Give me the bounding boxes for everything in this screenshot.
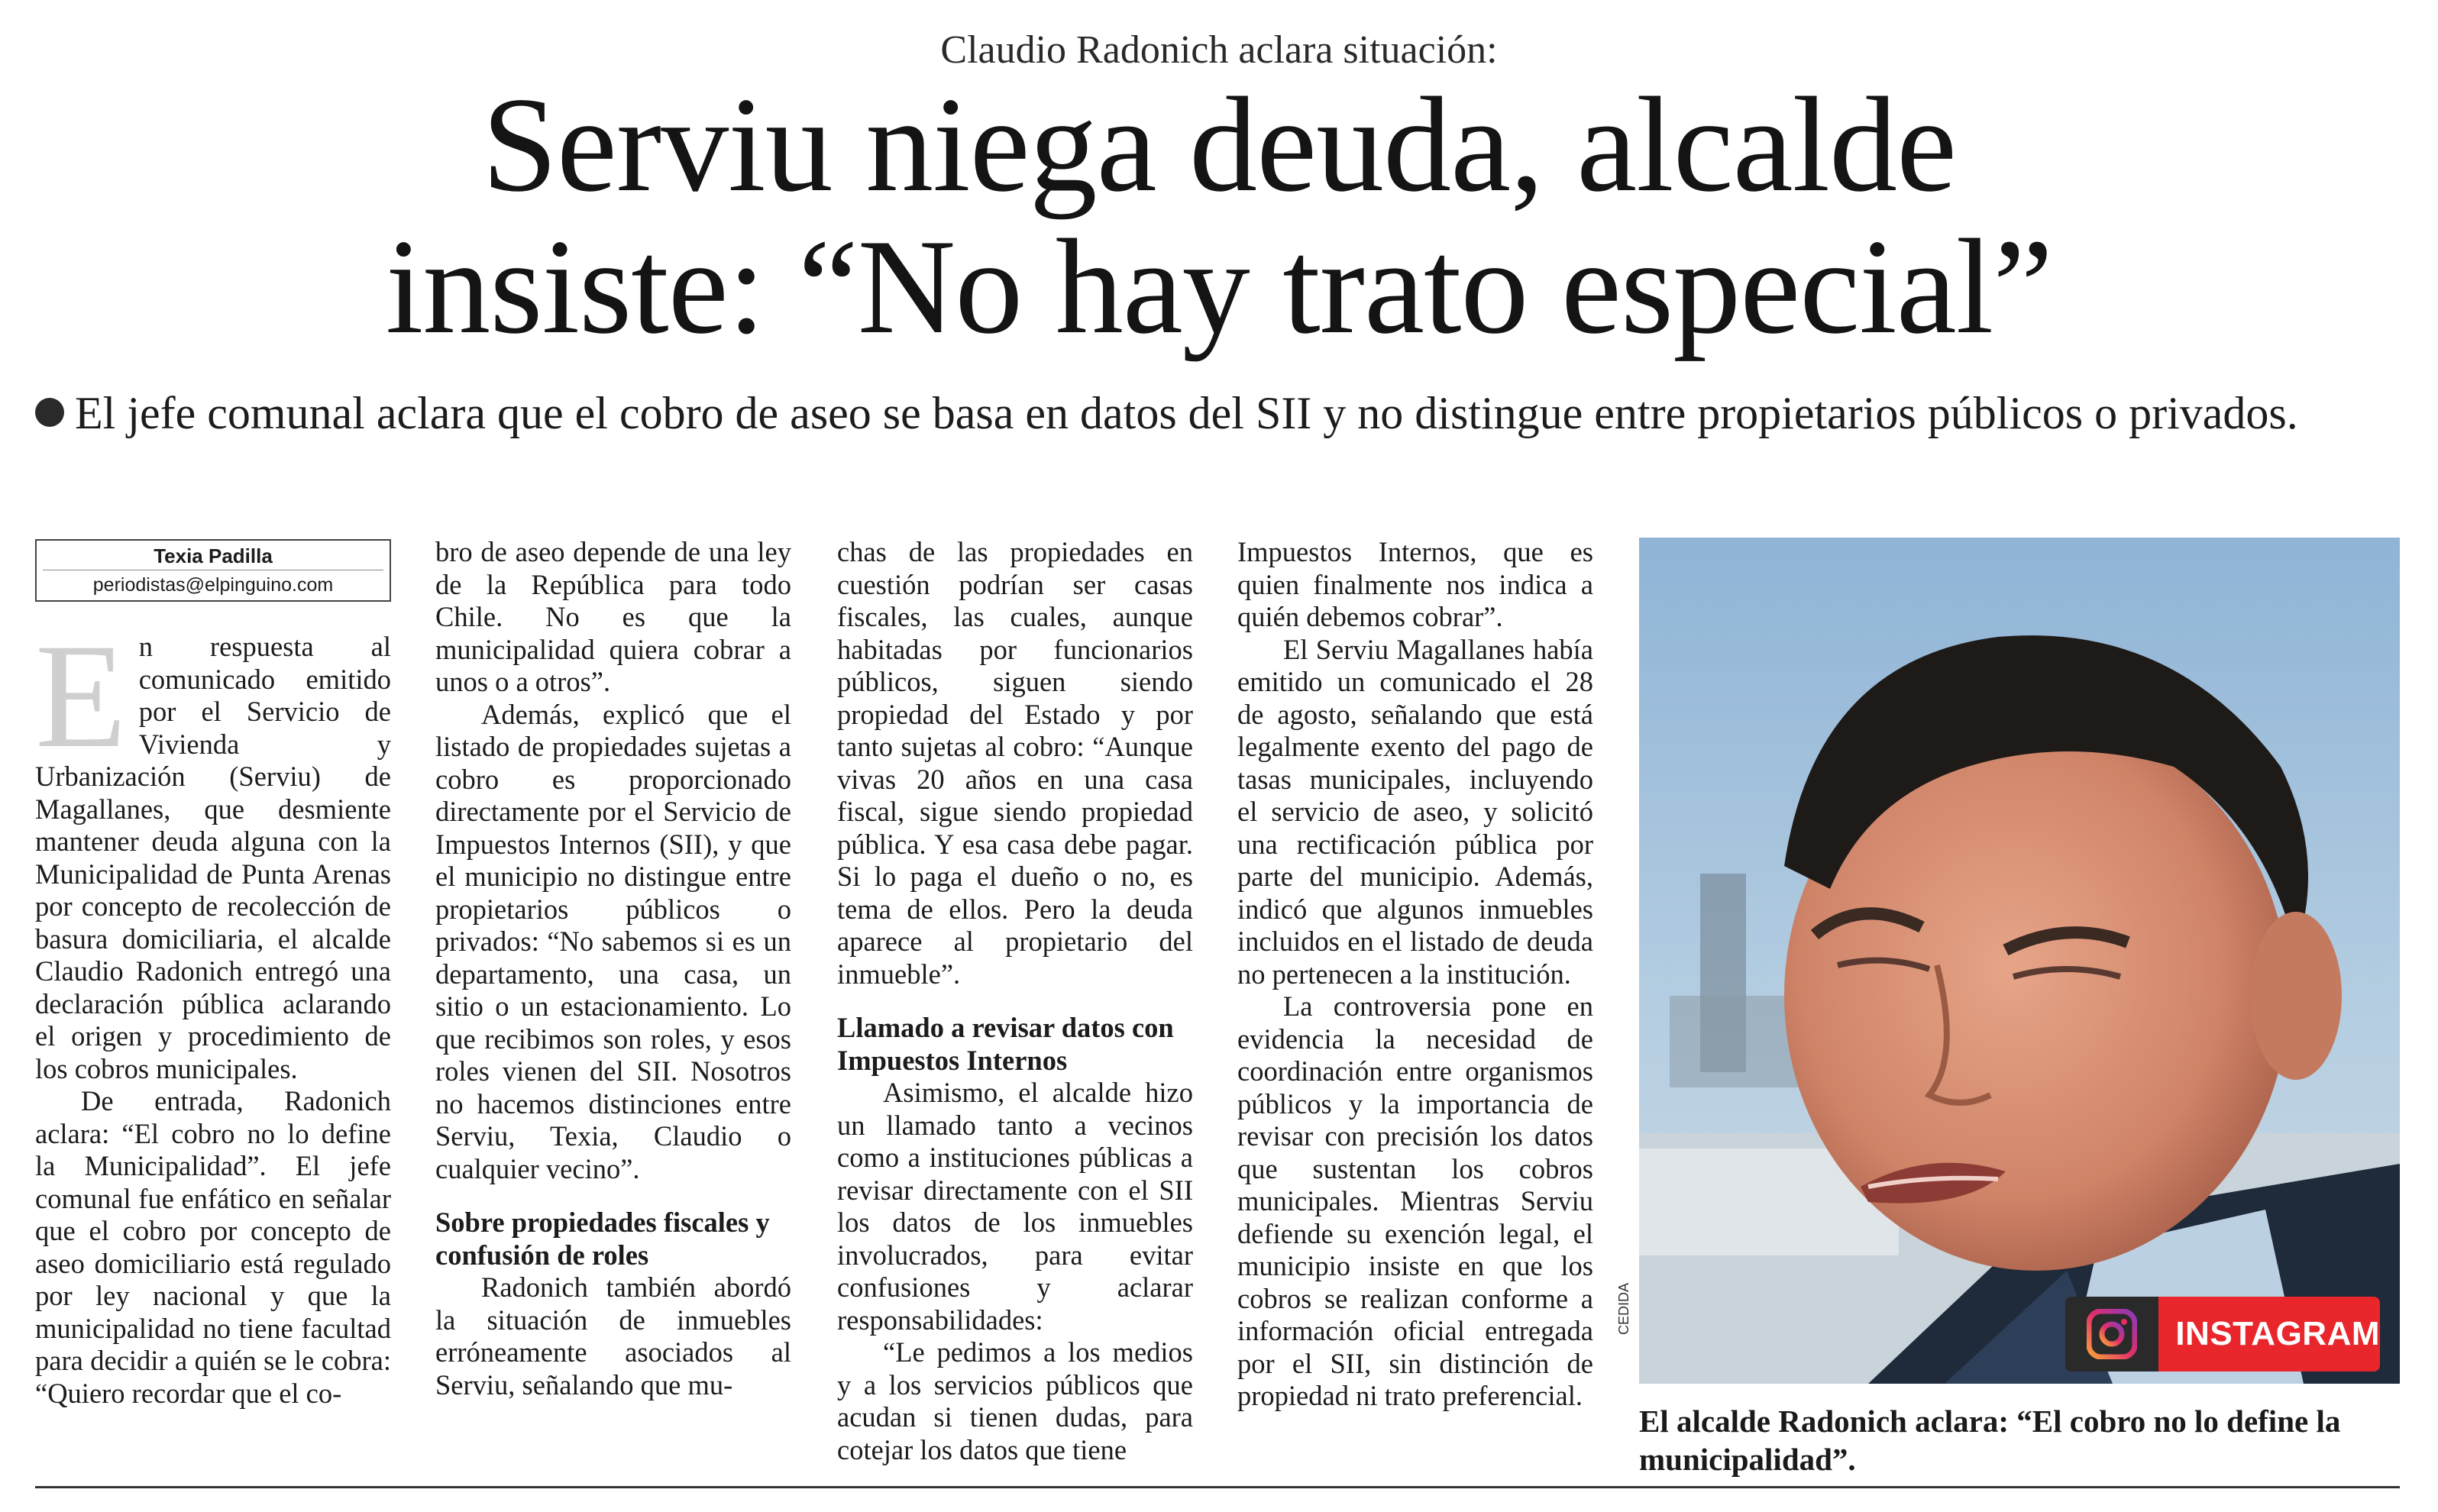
bottom-rule	[35, 1486, 2400, 1488]
paragraph: El Serviu Magallanes había emitido un comunicado el 28 de agosto, señalando que está legalmente exento del pago de tasas municipales, incluyendo el servicio de aseo, y solicitó una rectificación pública por parte del municipio. Además, indicó que algunos inmuebles incluidos en el listado de deuda no pertenecen a la institución.	[1237, 633, 1593, 990]
headline-line-2: insiste: “No hay trato especial”	[385, 211, 2053, 362]
byline-email: periodistas@elpinguino.com	[92, 574, 334, 596]
subheading: Llamado a revisar datos con Impuestos Internos	[837, 1012, 1174, 1076]
instagram-label: INSTAGRAM	[2175, 1315, 2380, 1352]
article-photo	[1639, 538, 2400, 1384]
paragraph: La controversia pone en evidencia la necesidad de coordinación entre organismos públicos y la importancia de revisar con precisión los datos que sustentan los cobros municipales. Mientras Serviu defiende su exención legal, el municipio insiste en que los cobros se realizan conforme a información oficial entregada por el SII, sin distinción de propiedad ni trato preferencial.	[1237, 990, 1593, 1411]
paragraph: Impuestos Internos, que es quien finalmente nos indica a quién debemos cobrar”.	[1237, 536, 1593, 632]
article-kicker: Claudio Radonich aclara situación:	[940, 28, 1498, 72]
article-lead	[35, 388, 2403, 438]
article-column-1	[35, 613, 391, 1410]
headline-line-1: Serviu niega deuda, alcalde	[481, 69, 1957, 220]
instagram-badge[interactable]	[2065, 1297, 2380, 1371]
paragraph: chas de las propiedades en cuestión podrían ser casas fiscales, las cuales, aunque habitadas por funcionarios públicos, siguen siendo propiedad del Estado y por tanto sujetas al cobro: “Aunque vivas 20 años en una casa fiscal, sigue siendo propiedad pública. Y esa casa debe pagar. Si lo paga el dueño o no, es tema de ellos. Pero la deuda aparece al propietario del inmueble”.	[837, 536, 1193, 990]
paragraph: Radonich también abordó la situación de inmuebles erróneamente asociados al Serviu, señalando que mu-	[435, 1271, 791, 1401]
paragraph: bro de aseo depende de una ley de la República para todo Chile. No es que la municipalidad quiera cobrar a unos o a otros”.	[435, 536, 791, 697]
instagram-icon	[2065, 1297, 2158, 1371]
subheading: Sobre propiedades fiscales y confusión de roles	[435, 1207, 770, 1271]
paragraph: Asimismo, el alcalde hizo un llamado tanto a vecinos como a instituciones públicas a revisar directamente con el SII los datos de los inmuebles involucrados, para evitar confusiones y aclarar responsabilidades:	[837, 1077, 1193, 1336]
article-headline	[0, 69, 2438, 362]
paragraph: n respuesta al comunicado emitido por el Servicio de Vivienda y Urbanización (Serviu) de Magallanes, que desmiente mantener deuda alguna con la Municipalidad de Punta Arenas por concepto de recolección de basura domiciliaria, el alcalde Claudio Radonich entregó una declaración pública aclarando el origen y procedimiento de los cobros municipales.	[35, 631, 391, 1084]
lead-text: El jefe comunal aclara que el cobro de aseo se basa en datos del SII y no distingue entre propietarios públicos o privados.	[75, 388, 2298, 438]
photo-caption: El alcalde Radonich aclara: “El cobro no lo define la municipalidad”.	[1639, 1404, 2341, 1477]
paragraph: “Le pedimos a los medios y a los servicios públicos que acudan si tienen dudas, para cotejar los datos que tiene	[837, 1336, 1193, 1465]
bullet-icon	[35, 398, 64, 427]
article-column-2	[435, 536, 791, 1401]
drop-cap: E	[35, 613, 127, 779]
paragraph: Además, explicó que el listado de propiedades sujetas a cobro es proporcionado directamente por el Servicio de Impuestos Internos (SII), y que el municipio no distingue entre propietarios públicos o privados: “No sabemos si es un departamento, una casa, un sitio o un estacionamiento. Lo que recibimos son roles, y esos roles vienen del SII. Nosotros no hacemos distinciones entre Serviu, Texia, Claudio o cualquier vecino”.	[435, 698, 791, 1184]
byline-box	[35, 539, 391, 602]
article-column-3	[837, 536, 1193, 1466]
photo-credit: CEDIDA	[1616, 1282, 1631, 1335]
byline-author: Texia Padilla	[43, 542, 383, 570]
portrait-illustration	[1639, 538, 2400, 1384]
paragraph: De entrada, Radonich aclara: “El cobro no lo define la Municipalidad”. El jefe comunal fue enfático en señalar que el cobro por concepto de aseo domiciliario está regulado por ley nacional y que la municipalidad no tiene facultad para decidir a quién se le cobra: “Quiero recordar que el co-	[35, 1085, 391, 1409]
article-column-4	[1237, 536, 1593, 1413]
